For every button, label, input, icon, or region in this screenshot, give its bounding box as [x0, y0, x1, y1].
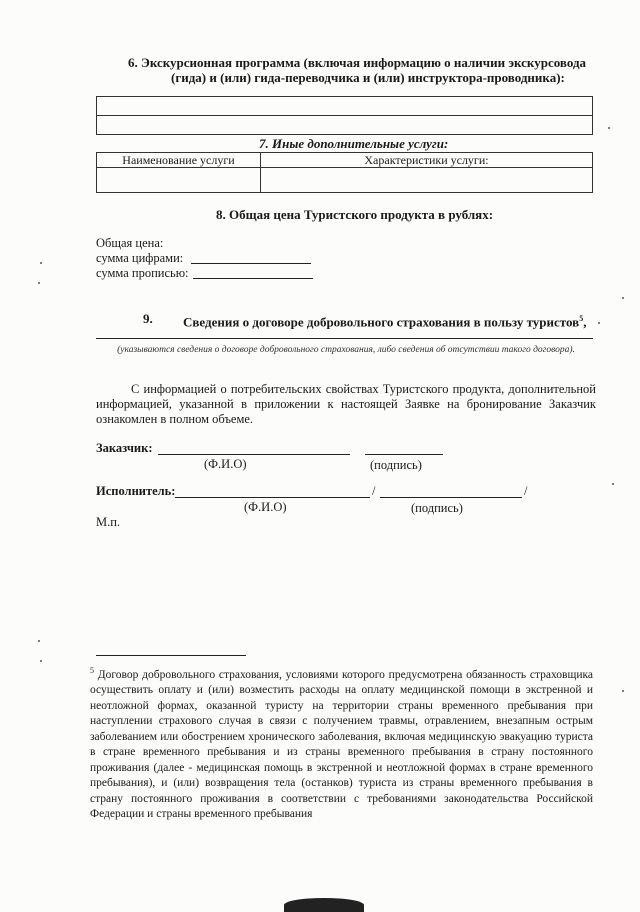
- excursion-cell-1[interactable]: [97, 97, 593, 116]
- customer-signature-field[interactable]: [365, 454, 443, 455]
- section-9-heading: [183, 311, 586, 330]
- services-cell-characteristics[interactable]: [261, 168, 593, 193]
- total-price-label: Общая цена:: [96, 236, 164, 250]
- section-8-title: Общая цена Туристского продукта в рублях:: [229, 207, 494, 222]
- executor-fio-field[interactable]: [175, 497, 370, 498]
- section-9-number: 9.: [143, 311, 153, 326]
- section-6-title-line1: Экскурсионная программа (включая информацию о наличии экскурсовода: [141, 55, 587, 70]
- stamp-place-label: М.п.: [96, 515, 121, 529]
- executor-signature-field[interactable]: [380, 497, 522, 498]
- customer-fio-caption: (Ф.И.О): [204, 457, 247, 471]
- price-words-field[interactable]: [193, 278, 313, 279]
- executor-slash-1: /: [372, 484, 376, 498]
- section-7-number: 7.: [259, 136, 269, 151]
- customer-label: Заказчик:: [96, 441, 153, 455]
- services-header-name: Наименование услуги: [97, 153, 261, 168]
- executor-label: Исполнитель:: [96, 484, 176, 498]
- section-7-title: Иные дополнительные услуги:: [272, 136, 449, 151]
- section-8-number: 8.: [216, 207, 226, 222]
- price-digits-label: сумма цифрами:: [96, 251, 184, 265]
- footnote-number: 5: [90, 666, 94, 675]
- acknowledgement-text: С информацией о потребительских свойствах Туристского продукта, дополнительной информацией, указанной в приложении к настоящей Заявке на бронирование Заказчик ознакомлен в полном объеме.: [96, 382, 596, 426]
- price-words-label: сумма прописью:: [96, 266, 189, 280]
- section-9-title-suffix: ,: [583, 314, 587, 330]
- scan-speck: [40, 660, 42, 662]
- scan-speck: [598, 322, 600, 324]
- footnote-5: [90, 663, 593, 823]
- footnote-text: Договор добровольного страхования, условиями которого предусмотрена обязанность страховщика осуществить оплату и (или) возместить расходы на оплату медицинской помощи в экстренной и неотложной формах, оказанной туристу на территории страны временного пребывания при наступлении страхового случая в связи с получением травмы, отравлением, внезапным острым заболеванием или обострением хронического заболевания, включая медицинскую эвакуацию туриста в стране временного пребывания и из страны временного пребывания в страну постоянного проживания (далее - медицинская помощь в экстренной и неотложной формах в стране временного пребывания), и (или) возвращения тела (останков) туриста из страны временного пребывания в страну постоянного проживания в соответствии с требованиями законодательства Российской Федерации и страны временного пребывания: [90, 668, 593, 821]
- price-digits-field[interactable]: [191, 263, 311, 264]
- executor-fio-caption: (Ф.И.О): [244, 500, 287, 514]
- excursion-cell-2[interactable]: [97, 116, 593, 135]
- section-8-heading: [216, 207, 493, 223]
- footnote-ref-5[interactable]: 5: [579, 314, 584, 323]
- scan-speck: [38, 640, 40, 642]
- section-6-number: 6.: [128, 55, 138, 70]
- section-6-title-line2: (гида) и (или) гида-переводчика и (или) инструктора-проводника):: [171, 70, 565, 85]
- insurance-info-field[interactable]: [96, 338, 593, 339]
- section-9-title: Сведения о договоре добровольного страхования в пользу туристов: [183, 314, 580, 330]
- insurance-hint: (указываются сведения о договоре добровольного страхования, либо сведения об отсутствии такого договора).: [117, 345, 575, 355]
- services-header-characteristics: Характеристики услуги:: [261, 153, 593, 168]
- footnote-separator: [96, 655, 246, 656]
- customer-signature-caption: (подпись): [370, 458, 422, 472]
- customer-fio-field[interactable]: [158, 454, 350, 455]
- scan-speck: [622, 690, 624, 692]
- executor-slash-2: /: [524, 484, 528, 498]
- scan-speck: [612, 483, 614, 485]
- scan-speck: [622, 297, 624, 299]
- services-cell-name[interactable]: [97, 168, 261, 193]
- excursion-table: [96, 96, 593, 135]
- scan-speck: [608, 127, 610, 129]
- scan-speck: [40, 262, 42, 264]
- section-7-heading: [259, 136, 448, 152]
- services-table: [96, 152, 593, 193]
- executor-signature-caption: (подпись): [411, 501, 463, 515]
- scan-speck: [38, 282, 40, 284]
- scan-edge-blot: [284, 898, 364, 912]
- section-6-heading: [128, 55, 598, 71]
